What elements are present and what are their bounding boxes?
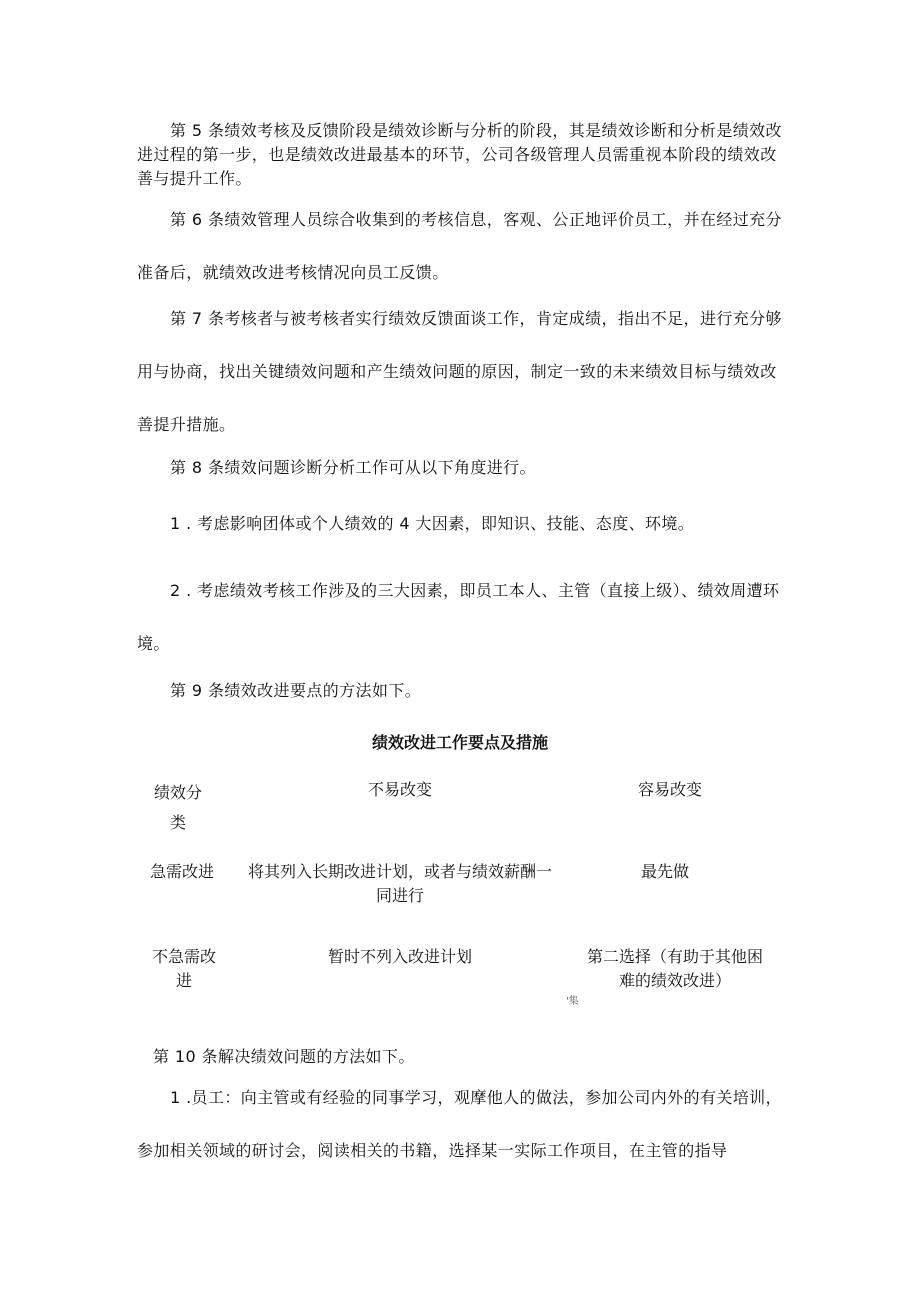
row-not-urgent-category: 不急需改进 [151,947,216,990]
row-urgent-hard: 将其列入长期改进计划，或者与绩效薪酬一同进行 [247,862,552,905]
article-8-paragraph: 第 8 条绩效问题诊断分析工作可从以下角度进行。 [170,458,536,477]
article-7-paragraph: 第 7 条考核者与被考核者实行绩效反馈面谈工作，肯定成绩，指出不足，进行充分够用与协商，找出关键绩效问题和产生绩效问题的原因，制定一致的未来绩效目标与绩效改善提升措施。 [137,309,782,434]
row-not-urgent-hard: 暂时不列入改进计划 [327,947,472,966]
header-easy-to-change: 容易改变 [637,780,702,799]
row-not-urgent-easy: 第二选择（有助于其他困难的绩效改进） [586,947,763,990]
list-item-1: 1 . 考虑影响团体或个人绩效的 4 大因素，即知识、技能、态度、环境。 [170,514,695,533]
article-9-paragraph: 第 9 条绩效改进要点的方法如下。 [170,681,422,700]
table-title: 绩效改进工作要点及措施 [371,733,548,752]
header-hard-to-change: 不易改变 [367,780,432,799]
stray-mark: '集 [566,996,579,1007]
row-urgent-easy: 最先做 [640,862,689,881]
article-5-paragraph: 第 5 条绩效考核及反馈阶段是绩效诊断与分析的阶段，其是绩效诊断和分析是绩效改进过程的第一步，也是绩效改进最基本的环节，公司各级管理人员需重视本阶段的绩效改善与提升工作。 [137,121,782,188]
article-6-paragraph: 第 6 条绩效管理人员综合收集到的考核信息，客观、公正地评价员工，并在经过充分准备后，就绩效改进考核情况向员工反馈。 [137,210,782,282]
header-category: 绩效分类 [153,783,202,832]
row-urgent-category: 急需改进 [150,862,215,881]
method-1-paragraph: 1 .员工：向主管或有经验的同事学习，观摩他人的做法，参加公司内外的有关培训，参加相关领域的研讨会，阅读相关的书籍，选择某一实际工作项目，在主管的指导 [137,1088,782,1160]
list-item-2: 2 . 考虑绩效考核工作涉及的三大因素，即员工本人、主管（直接上级）、绩效周遭环境。 [137,581,780,653]
article-10-paragraph: 第 10 条解决绩效问题的方法如下。 [153,1047,415,1066]
